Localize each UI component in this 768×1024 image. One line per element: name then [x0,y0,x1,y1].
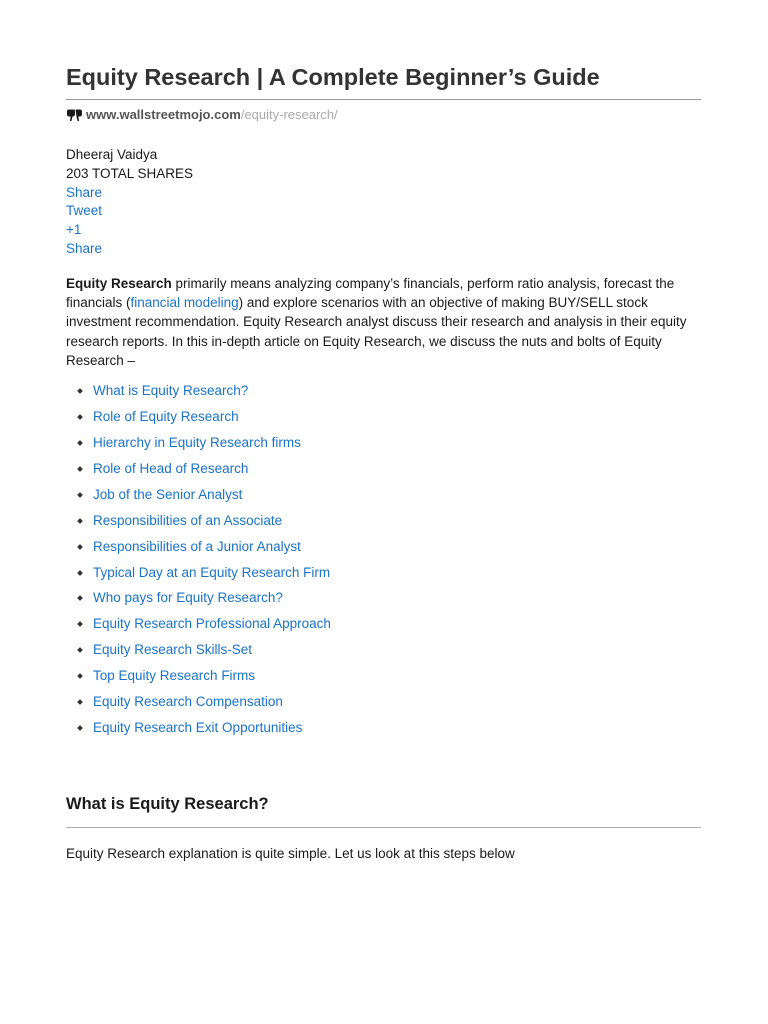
toc-item [66,434,701,452]
plus-one-link[interactable]: +1 [66,222,82,238]
toc-item [66,382,701,400]
section-divider [66,827,701,828]
toc-link-top-firms[interactable]: Top Equity Research Firms [93,668,256,684]
toc-item [66,615,701,633]
diamond-bullet-icon [77,466,83,472]
toc-item [66,408,701,426]
toc-item [66,589,701,607]
page-title: Equity Research | A Complete Beginner’s Guide [66,64,600,90]
source-url[interactable] [66,106,701,124]
toc-item [66,538,701,556]
diamond-bullet-icon [77,570,83,576]
diamond-bullet-icon [77,647,83,653]
toc-link-head-of-research[interactable]: Role of Head of Research [93,460,249,476]
financial-modeling-link[interactable]: financial modeling [130,295,239,311]
diamond-bullet-icon [77,544,83,550]
toc-link-exit-opportunities[interactable]: Equity Research Exit Opportunities [93,719,303,735]
toc-item [66,667,701,685]
toc-link-what-is-equity-research[interactable]: What is Equity Research? [93,383,249,399]
author-name: Dheeraj Vaidya [66,147,158,162]
intro-paragraph [66,274,701,370]
diamond-bullet-icon [77,518,83,524]
share-link-linkedin[interactable]: Share [66,240,103,256]
toc-item [66,460,701,478]
toc-link-who-pays[interactable]: Who pays for Equity Research? [93,590,283,606]
toc-item [66,564,701,582]
diamond-bullet-icon [77,699,83,705]
toc-item [66,486,701,504]
toc-link-junior-analyst[interactable]: Responsibilities of a Junior Analyst [93,538,301,554]
diamond-bullet-icon [77,596,83,602]
tweet-link[interactable]: Tweet [66,203,103,219]
title-divider [66,99,701,100]
total-shares-count: 203 TOTAL SHARES [66,165,194,181]
source-domain: www.wallstreetmojo.com [86,107,241,122]
diamond-bullet-icon [77,673,83,679]
diamond-bullet-icon [77,440,83,446]
article-meta [66,146,701,259]
diamond-bullet-icon [77,725,83,731]
intro-text-after-link: ) and explore scenarios with an objective of making BUY/SELL stock investment recommendation. Equity Research analyst discuss their research and analysis in their equity research reports. In this in-depth article on Equity Research, we discuss the nuts and bolts of Equity Research – [66,295,687,368]
toc-link-associate[interactable]: Responsibilities of an Associate [93,512,283,528]
diamond-bullet-icon [77,492,83,498]
toc-link-compensation[interactable]: Equity Research Compensation [93,693,283,709]
wallstreetmojo-logo-icon [66,109,83,122]
source-path: /equity-research/ [240,107,338,122]
table-of-contents [66,382,701,737]
article-page [66,0,701,863]
toc-link-senior-analyst[interactable]: Job of the Senior Analyst [93,486,243,502]
section-heading: What is Equity Research? [66,794,269,813]
toc-link-skills-set[interactable]: Equity Research Skills-Set [93,642,253,658]
toc-item [66,512,701,530]
section-paragraph: Equity Research explanation is quite simple. Let us look at this steps below [66,845,515,861]
diamond-bullet-icon [77,621,83,627]
toc-item [66,641,701,659]
toc-item [66,693,701,711]
toc-link-hierarchy[interactable]: Hierarchy in Equity Research firms [93,435,301,451]
diamond-bullet-icon [77,414,83,420]
diamond-bullet-icon [77,388,83,394]
toc-link-role-of-equity-research[interactable]: Role of Equity Research [93,409,239,425]
toc-item [66,719,701,737]
toc-link-typical-day[interactable]: Typical Day at an Equity Research Firm [93,564,331,580]
intro-text-before-link: primarily means analyzing company’s financials, perform ratio analysis, forecast the financials ( [66,275,675,311]
share-link-facebook[interactable]: Share [66,184,103,200]
intro-bold-lead: Equity Research [66,275,172,291]
toc-link-professional-approach[interactable]: Equity Research Professional Approach [93,616,331,632]
